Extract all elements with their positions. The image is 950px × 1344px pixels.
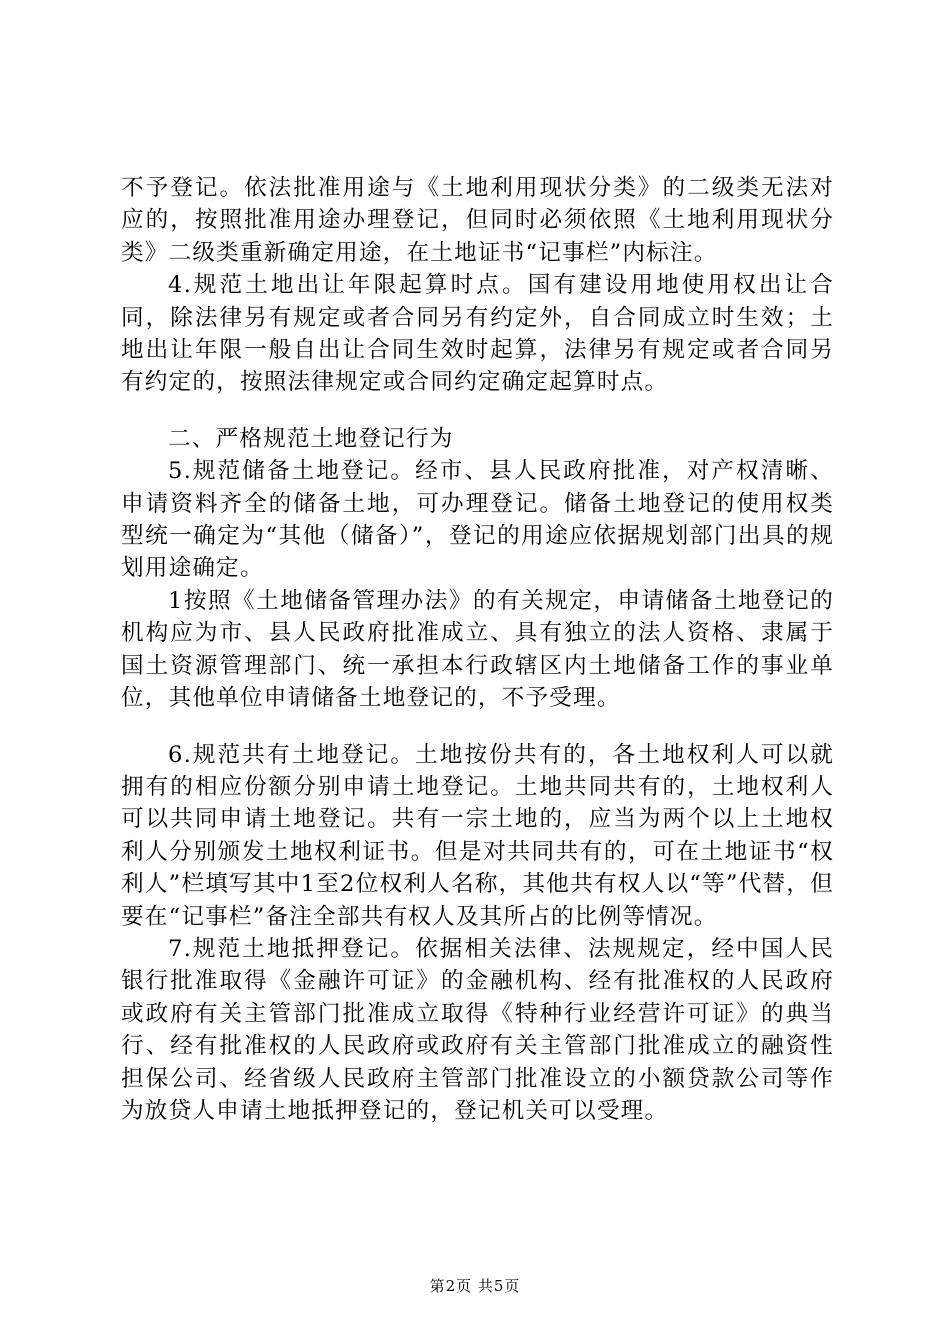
section-heading: 二、严格规范土地登记行为 (168, 425, 454, 452)
paragraph-item-7: 7.规范土地抵押登记。依据相关法律、法规规定，经中国人民银行批准取得《金融许可证》的金融机构、经有批准权的人民政府或政府有关主管部门批准成立取得《特种行业经营许可证》的典当行、经有批准权的人民政府或政府有关主管部门批准成立的融资性担保公司、经省级人民政府主管部门批准设立的小额贷款公司等作为放贷人申请土地抵押登记的，登记机关可以受理。 (121, 935, 834, 1124)
paragraph-item-6: 6.规范共有土地登记。土地按份共有的，各土地权利人可以就拥有的相应份额分别申请土地登记。土地共同共有的，土地权利人可以共同申请土地登记。共有一宗土地的，应当为两个以上土地权利人分别颁发土地权利证书。但是对共同共有的，可在土地证书“权利人”栏填写其中1至2位权利人名称，其他共有权人以“等”代替，但要在“记事栏”备注全部共有权人及其所占的比例等情况。 (121, 741, 834, 930)
paragraph-item-4: 4.规范土地出让年限起算时点。国有建设用地使用权出让合同，除法律另有规定或者合同另有约定外，自合同成立时生效；土地出让年限一般自出让合同生效时起算，法律另有规定或者合同另有约定的，按照法律规定或合同约定确定起算时点。 (121, 272, 834, 396)
document-body (121, 172, 834, 1127)
page-number-footer: 第2页 共5页 (429, 1277, 521, 1295)
paragraph-item-5: 5.规范储备土地登记。经市、县人民政府批准，对产权清晰、申请资料齐全的储备土地，可办理登记。储备土地登记的使用权类型统一确定为“其他（储备）”，登记的用途应依据规划部门出具的规划用途确定。 (121, 458, 834, 582)
paragraph-note-1: 1按照《土地储备管理办法》的有关规定，申请储备土地登记的机构应为市、县人民政府批准成立、具有独立的法人资格、隶属于国土资源管理部门、统一承担本行政辖区内土地储备工作的事业单位，其他单位申请储备土地登记的，不予受理。 (121, 587, 834, 712)
paragraph-continuation: 不予登记。依法批准用途与《土地利用现状分类》的二级类无法对应的，按照批准用途办理登记，但同时必须依照《土地利用现状分类》二级类重新确定用途，在土地证书“记事栏”内标注。 (121, 175, 834, 266)
